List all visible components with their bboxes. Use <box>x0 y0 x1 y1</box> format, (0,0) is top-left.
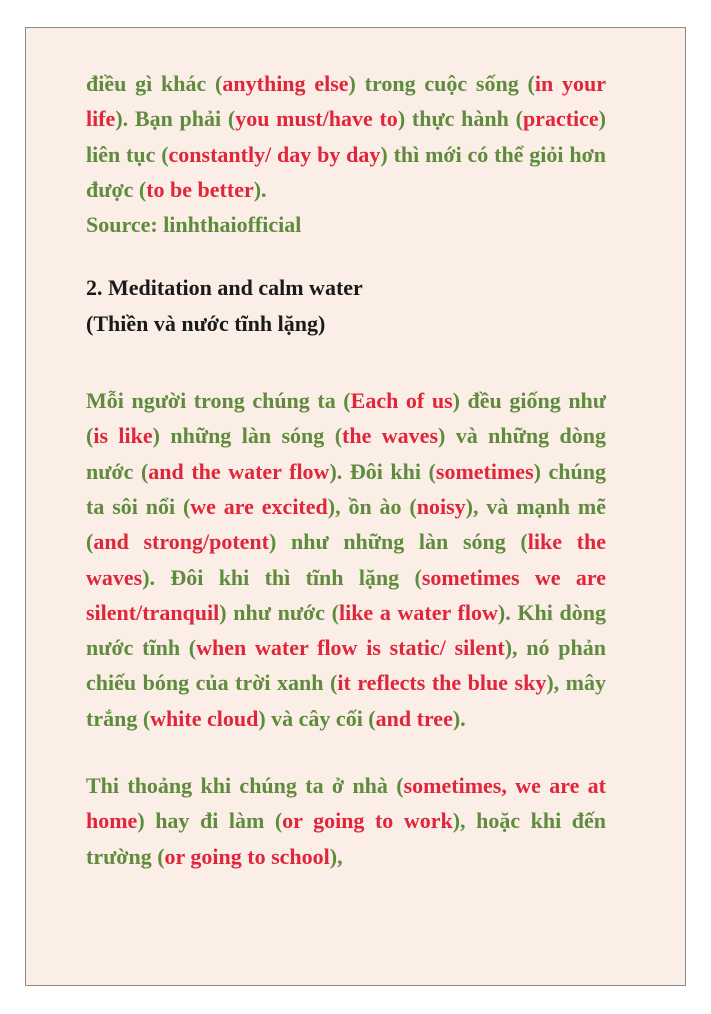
english-translation: and tree <box>375 705 453 731</box>
spacer <box>86 736 606 768</box>
vietnamese-text: ) và những dòng nước ( <box>86 423 606 484</box>
spacer <box>86 341 606 383</box>
english-translation: sometimes we are silent/tranquil <box>86 564 606 625</box>
vietnamese-text: Thi thoảng khi chúng ta ở nhà ( <box>86 773 404 799</box>
vietnamese-text: ) liên tục ( <box>86 106 606 167</box>
english-translation: noisy <box>416 493 466 519</box>
vietnamese-text: ). Đôi khi thì tĩnh lặng ( <box>142 564 422 590</box>
vietnamese-text: ). Đôi khi ( <box>329 458 436 484</box>
vietnamese-text: ) hay đi làm ( <box>137 808 283 834</box>
english-translation: you must/have to <box>235 106 398 132</box>
document-body <box>86 66 606 874</box>
vietnamese-text: ), nó phản chiếu bóng của trời xanh ( <box>86 635 606 696</box>
english-translation: practice <box>522 106 599 132</box>
intro-paragraph <box>86 66 606 207</box>
vietnamese-text: ), ồn ào ( <box>327 493 417 519</box>
english-translation: sometimes <box>435 458 534 484</box>
vietnamese-text: ) trong cuộc sống ( <box>348 71 535 96</box>
english-translation: we are excited <box>190 493 328 519</box>
vietnamese-text: ) những làn sóng ( <box>152 423 343 449</box>
vietnamese-text: ), mây trắng ( <box>86 670 606 731</box>
english-translation: or going to work <box>282 808 453 834</box>
heading-subtitle: (Thiền và nước tĩnh lặng) <box>86 310 326 336</box>
vietnamese-text: ). <box>253 176 267 202</box>
english-translation: Each of us <box>350 388 453 414</box>
vietnamese-text: ) chúng ta sôi nổi ( <box>86 458 607 519</box>
vietnamese-text: điều gì khác ( <box>86 71 223 96</box>
vietnamese-text: Mỗi người trong chúng ta ( <box>86 388 351 414</box>
vietnamese-text: ) thì mới có thể giỏi hơn được ( <box>86 141 606 202</box>
english-translation: to be better <box>146 176 254 202</box>
english-translation: and the water flow <box>148 458 330 484</box>
english-translation: like a water flow <box>338 599 498 625</box>
source-line <box>86 207 606 242</box>
english-translation: white cloud <box>150 705 259 731</box>
vietnamese-text: ), và mạnh mẽ ( <box>86 493 606 555</box>
vietnamese-text: ). Bạn phải ( <box>115 106 236 132</box>
vietnamese-text: ) như những làn sóng ( <box>268 529 528 555</box>
vietnamese-text: Source: linhthaiofficial <box>86 212 302 238</box>
english-translation: is like <box>93 423 153 449</box>
english-translation: the waves <box>342 423 439 449</box>
spacer <box>86 242 606 270</box>
body-paragraph-waves <box>86 383 606 736</box>
vietnamese-text: ). <box>452 705 466 731</box>
english-translation: in your life <box>86 71 606 132</box>
english-translation: and strong/potent <box>93 529 269 555</box>
english-translation: it reflects the blue sky <box>337 670 547 696</box>
vietnamese-text: ) thực hành ( <box>397 106 523 132</box>
english-translation: anything else <box>222 71 349 96</box>
vietnamese-text: ) như nước ( <box>219 599 339 625</box>
vietnamese-text: ) đều giống như ( <box>86 388 606 449</box>
english-translation: sometimes, we are at home <box>86 773 606 834</box>
vietnamese-text: ), <box>329 843 343 869</box>
section-heading <box>86 270 606 341</box>
vietnamese-text: ), hoặc khi đến trường ( <box>86 808 606 869</box>
english-translation: when water flow is static/ silent <box>196 635 505 661</box>
english-translation: or going to school <box>164 843 330 869</box>
english-translation: like the waves <box>86 529 606 590</box>
heading-title: 2. Meditation and calm water <box>86 275 363 301</box>
body-paragraph-daily <box>86 768 606 874</box>
vietnamese-text: ). Khi dòng nước tĩnh ( <box>86 599 606 661</box>
vietnamese-text: ) và cây cối ( <box>258 705 376 731</box>
english-translation: constantly/ day by day <box>168 141 381 167</box>
page <box>25 27 686 986</box>
